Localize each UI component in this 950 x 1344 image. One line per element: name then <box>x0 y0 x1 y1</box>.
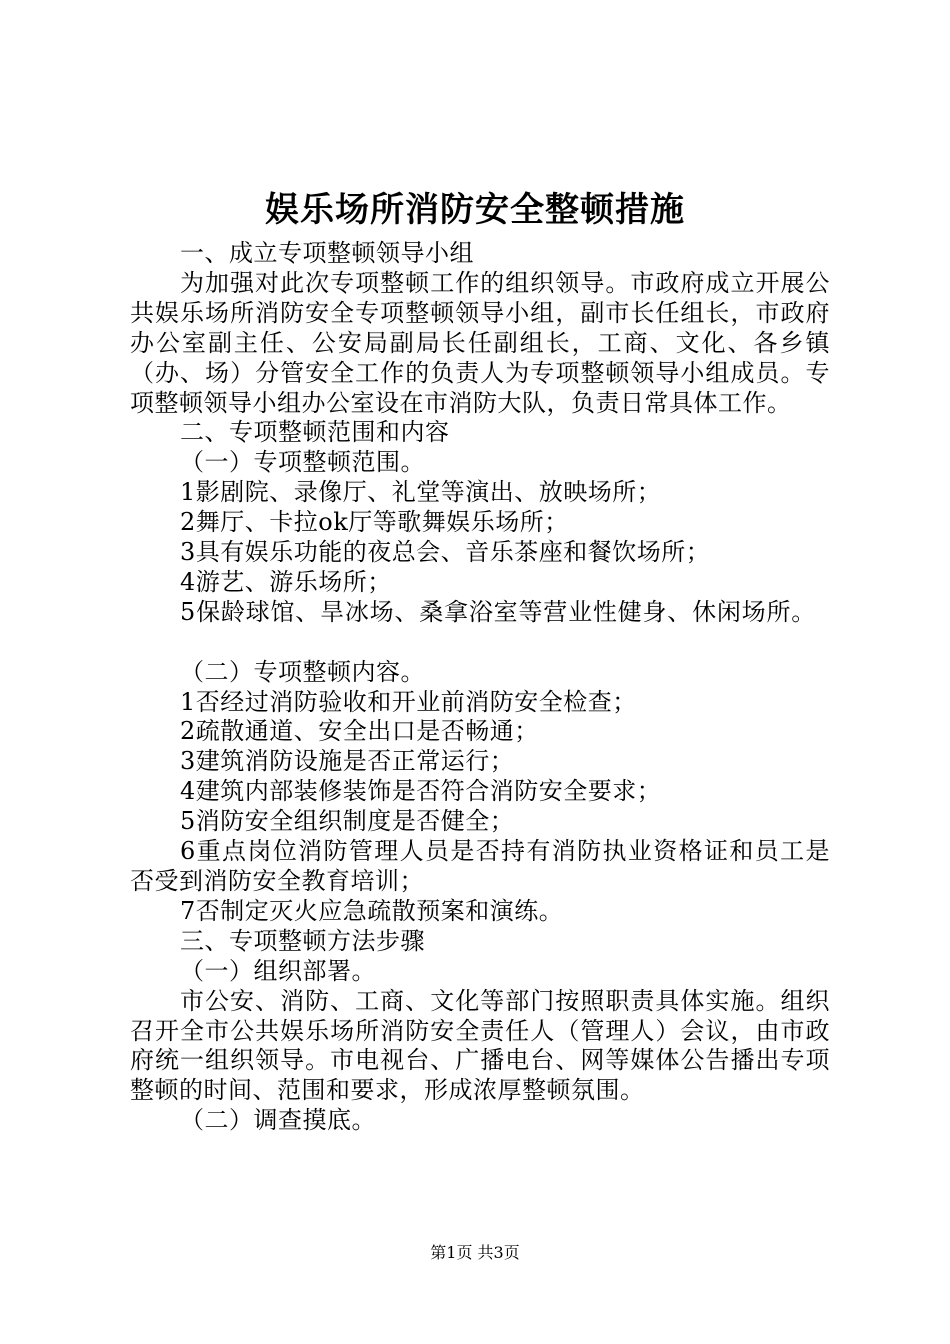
list-item: 1否经过消防验收和开业前消防安全检查； <box>180 687 637 716</box>
subsection-heading: （二）调查摸底。 <box>180 1106 376 1135</box>
list-item: 5保龄球馆、旱冰场、桑拿浴室等营业性健身、休闲场所。 <box>180 597 817 626</box>
subsection-heading: （一）组织部署。 <box>180 956 376 985</box>
section-heading: 二、专项整顿范围和内容 <box>180 418 450 447</box>
section-heading: 三、专项整顿方法步骤 <box>180 926 425 955</box>
document-body <box>130 239 830 1136</box>
document-title: 娱乐场所消防安全整顿措施 <box>265 190 685 230</box>
subsection-heading: （二）专项整顿内容。 <box>180 657 425 686</box>
paragraph: 市公安、消防、工商、文化等部门按照职责具体实施。组织召开全市公共娱乐场所消防安全责任人（管理人）会议，由市政府统一组织领导。市电视台、广播电台、网等媒体公告播出专项整顿的时间、范围和要求，形成浓厚整顿氛围。 <box>130 986 830 1105</box>
subsection-heading: （一）专项整顿范围。 <box>180 448 425 477</box>
page-footer: 第1页 共3页 <box>430 1243 520 1262</box>
list-item: 2舞厅、卡拉ok厅等歌舞娱乐场所； <box>180 508 569 537</box>
list-item: 5消防安全组织制度是否健全； <box>180 807 515 836</box>
list-item: 6重点岗位消防管理人员是否持有消防执业资格证和员工是否受到消防安全教育培训； <box>130 837 830 896</box>
list-item: 3具有娱乐功能的夜总会、音乐茶座和餐饮场所； <box>180 538 711 567</box>
list-item: 1影剧院、录像厅、礼堂等演出、放映场所； <box>180 478 662 507</box>
list-item: 4建筑内部装修装饰是否符合消防安全要求； <box>180 777 662 806</box>
paragraph: 为加强对此次专项整顿工作的组织领导。市政府成立开展公共娱乐场所消防安全专项整顿领导小组，副市长任组长，市政府办公室副主任、公安局副局长任副组长，工商、文化、各乡镇（办、场）分管安全工作的负责人为专项整顿领导小组成员。专项整顿领导小组办公室设在市消防大队，负责日常具体工作。 <box>130 268 830 417</box>
list-item: 4游艺、游乐场所； <box>180 567 392 596</box>
list-item: 2疏散通道、安全出口是否畅通； <box>180 717 539 746</box>
list-item: 7否制定灭火应急疏散预案和演练。 <box>180 896 564 925</box>
list-item: 3建筑消防设施是否正常运行； <box>180 747 515 776</box>
blank-line <box>130 628 830 658</box>
section-heading: 一、成立专项整顿领导小组 <box>180 239 474 267</box>
